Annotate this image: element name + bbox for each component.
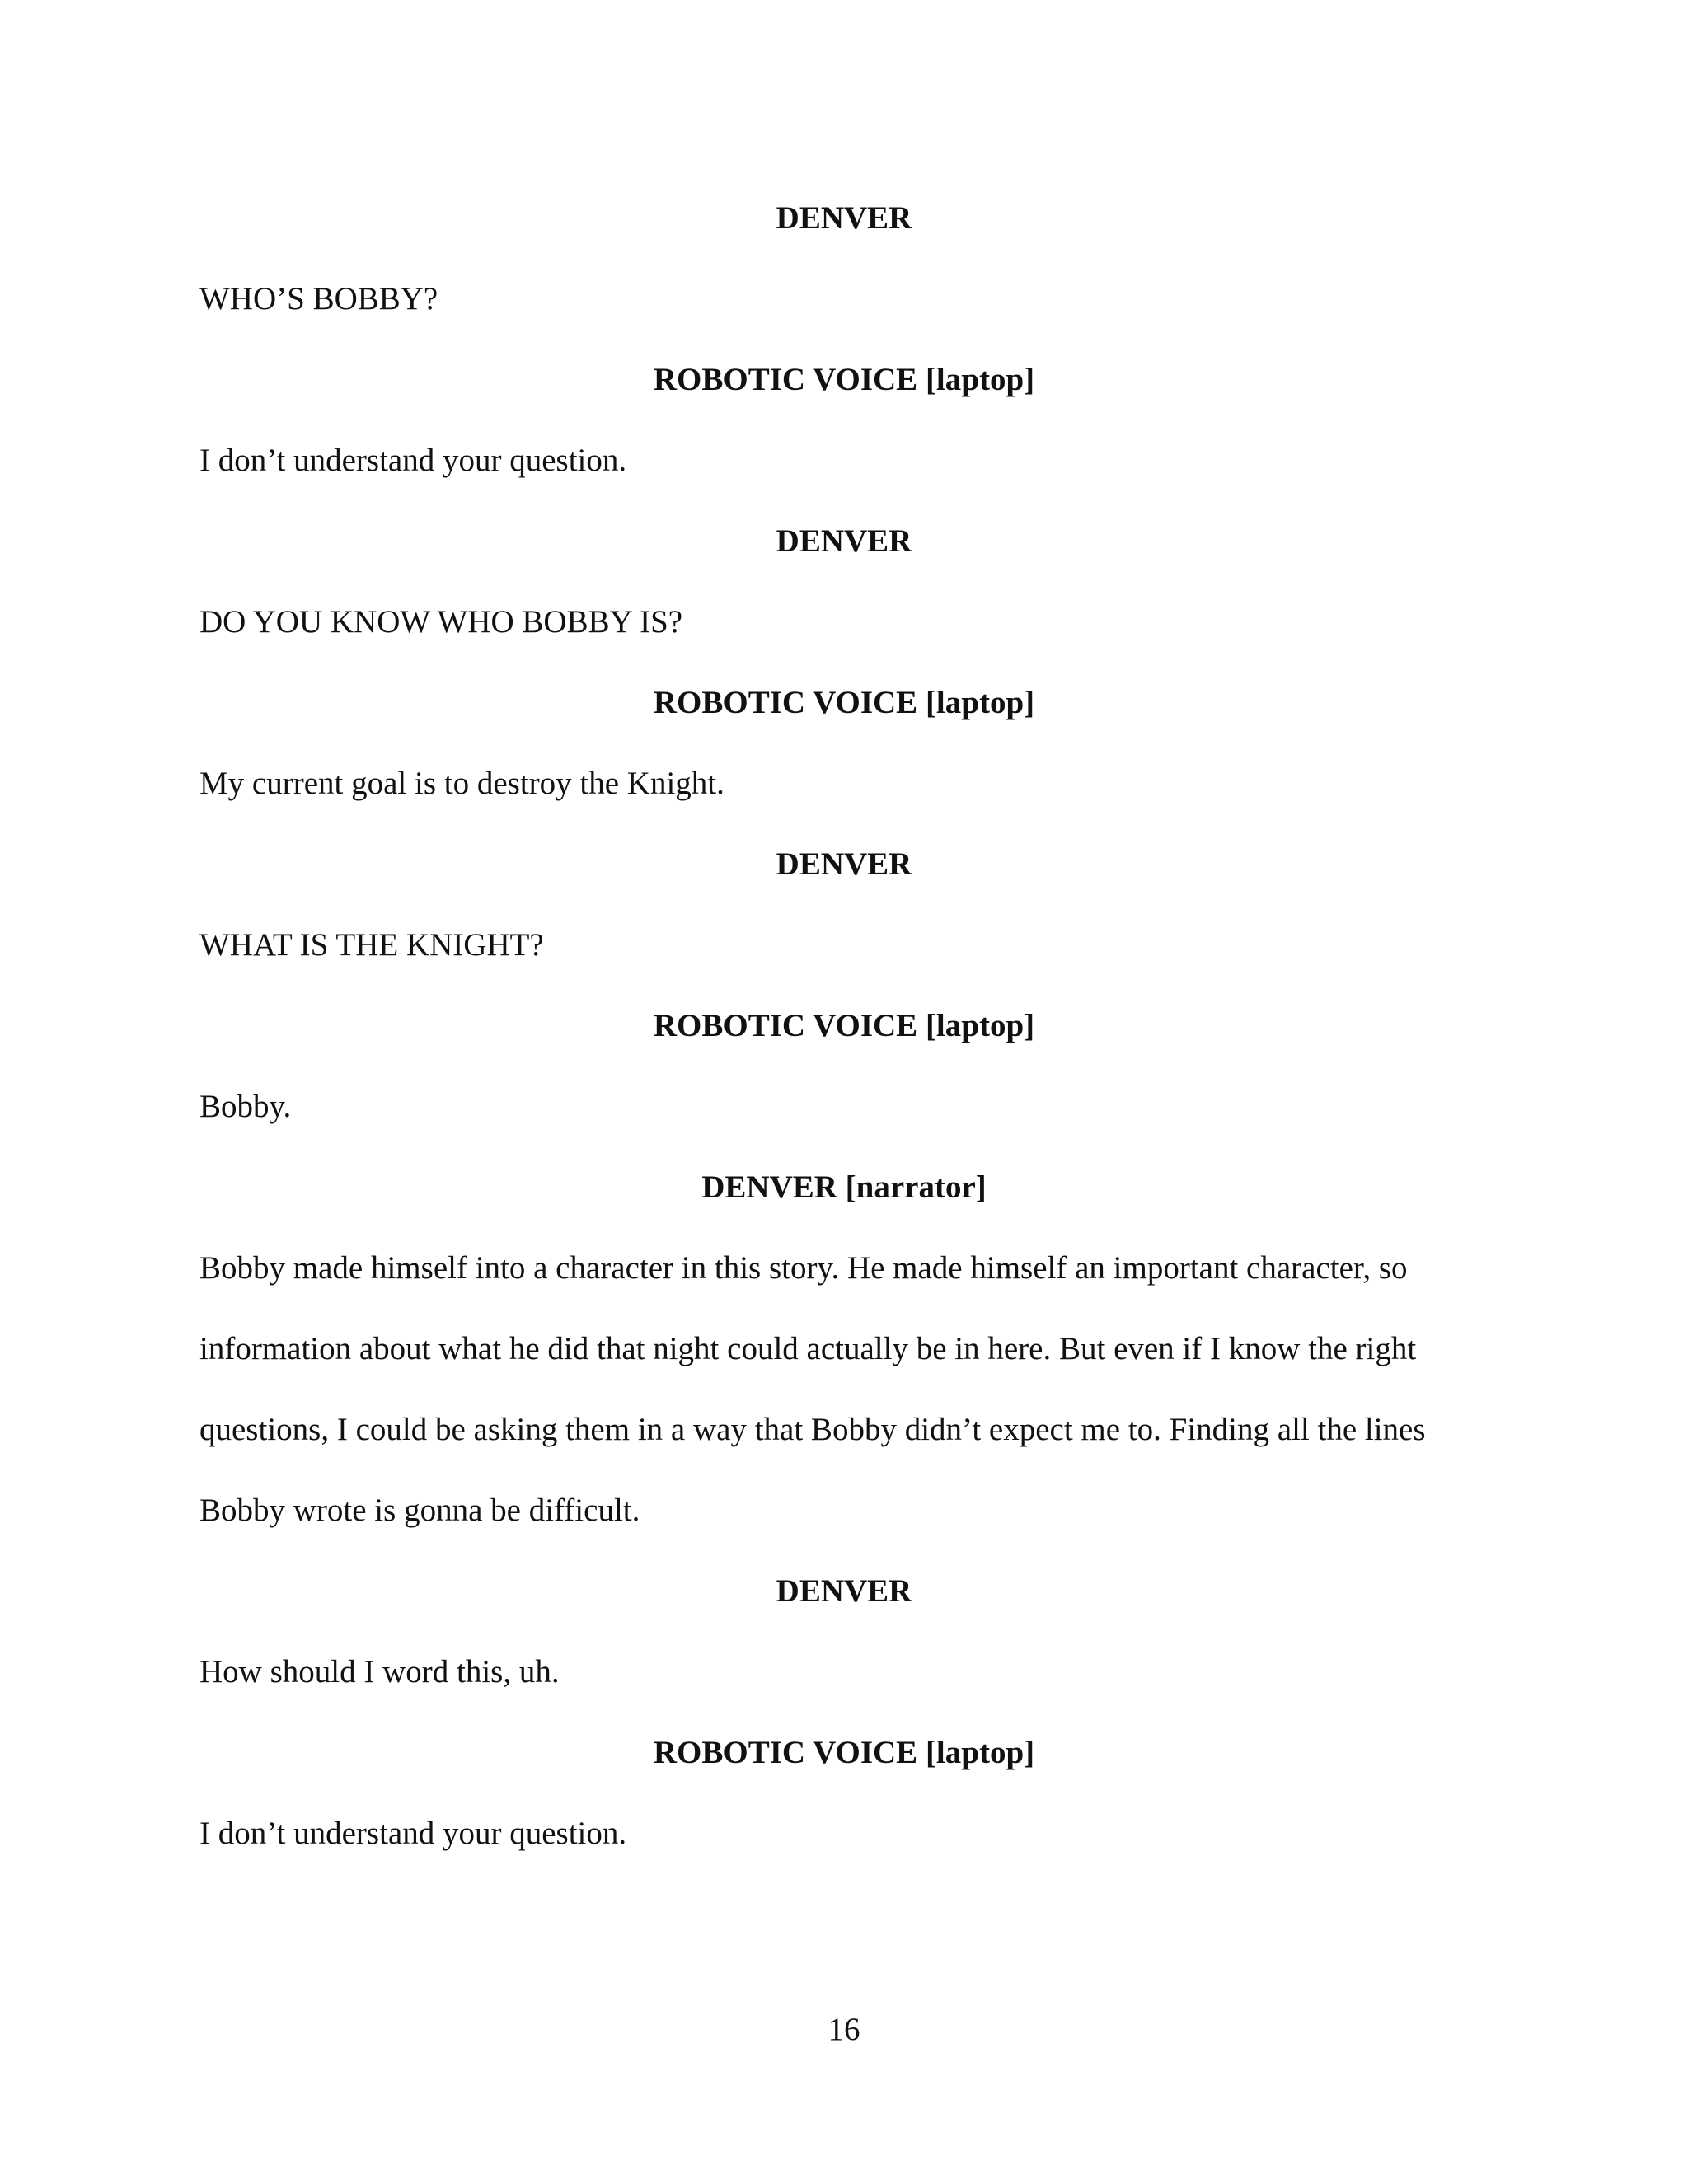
speaker-name: DENVER (776, 1573, 912, 1609)
page-number: 16 (828, 2012, 860, 2047)
dialogue-line: information about what he did that night could actually be in here. But even if I know the right (199, 1331, 1417, 1366)
dialogue-line: Bobby. (199, 1089, 292, 1124)
dialogue-line: WHAT IS THE KNIGHT? (199, 927, 544, 963)
dialogue-line: Bobby made himself into a character in this story. He made himself an important character, so (199, 1250, 1408, 1286)
speaker-name: ROBOTIC VOICE [laptop] (653, 1735, 1035, 1770)
dialogue-line: I don’t understand your question. (199, 1816, 627, 1851)
dialogue-line: Bobby wrote is gonna be difficult. (199, 1493, 640, 1528)
speaker-name: DENVER [narrator] (701, 1169, 987, 1205)
speaker-name: DENVER (776, 200, 912, 236)
dialogue-line: My current goal is to destroy the Knight. (199, 766, 724, 801)
speaker-name: ROBOTIC VOICE [laptop] (653, 685, 1035, 720)
dialogue-line: WHO’S BOBBY? (199, 281, 438, 316)
dialogue-line: DO YOU KNOW WHO BOBBY IS? (199, 604, 683, 640)
dialogue-line: How should I word this, uh. (199, 1654, 560, 1690)
dialogue-line: questions, I could be asking them in a way that Bobby didn’t expect me to. Finding all the lines (199, 1412, 1426, 1447)
speaker-name: ROBOTIC VOICE [laptop] (653, 1008, 1035, 1043)
dialogue-line: I don’t understand your question. (199, 443, 627, 478)
speaker-name: DENVER (776, 523, 912, 559)
speaker-name: DENVER (776, 846, 912, 882)
speaker-name: ROBOTIC VOICE [laptop] (653, 362, 1035, 397)
